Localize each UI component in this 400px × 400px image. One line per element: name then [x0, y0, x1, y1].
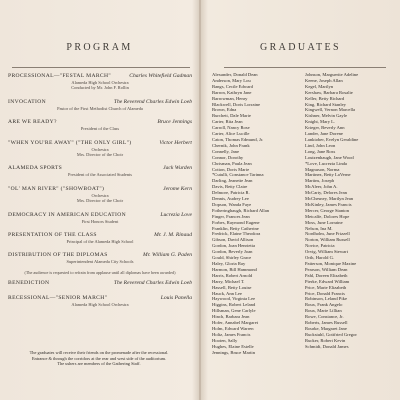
graduate-name: Fotheringhaugh, Richard Allan: [212, 207, 270, 213]
graduate-name: Harris, Robert Arnold: [212, 272, 253, 278]
graduate-name: Patterson, Monique Maxine: [305, 261, 357, 266]
footer-line: The ushers are members of the Gathering Staff.: [57, 361, 141, 367]
graduate-name: Price, Marie Elizabeth: [305, 284, 347, 290]
graduate-name: Ruckstuhl, Gottfried Gregor: [305, 331, 357, 337]
graduates-column-2: [305, 72, 392, 356]
graduates-columns: [212, 72, 392, 356]
program-item-note: Superintendent Alameda City Schools: [66, 259, 134, 265]
graduate-name: Novice, Patricia: [305, 243, 335, 249]
program-footer: [10, 350, 188, 367]
graduate-name: Rucker, Robert Kevin: [305, 337, 346, 343]
program-rule: [12, 67, 190, 68]
graduate-name: Haywood, Virginia Lee: [212, 296, 256, 302]
graduate-name: Fredrick, Elaine Theodora: [212, 231, 261, 237]
program-item-row: [8, 119, 192, 126]
program-item-note: First Honors Student: [81, 218, 119, 224]
graduate-name: Barron, Kathryn Jane: [212, 89, 252, 95]
graduate-name: Pahl, Doreen Elizabeth: [305, 272, 348, 278]
graduate-name: Burchett, Dale Marie: [212, 113, 251, 119]
program-item-title: ALAMEDA SPORTS: [8, 165, 63, 172]
program-page: [0, 0, 199, 400]
graduates-column-1: [212, 72, 299, 356]
graduate-name: Blackwell, Doris Lorraine: [212, 101, 261, 107]
graduates-heading: GRADUATES: [259, 42, 342, 53]
program-item-performer: The Reverend Charles Edwin Loeb: [113, 98, 192, 105]
graduate-name: Loutzenhaugh, Jane Wood: [305, 154, 354, 160]
program-item-performer: Lucrezia Love: [160, 211, 192, 218]
program-item-row: [8, 165, 192, 172]
graduate-name: Roberts, James Russell: [305, 320, 348, 326]
graduate-name: McChesney, Marilyn Jean: [305, 196, 354, 202]
graduate-name: Norton, William Russell: [305, 237, 350, 243]
program-item-row: [8, 186, 192, 193]
graduate-name: Johnson, Marguerite Adeline: [305, 72, 359, 77]
program-item-performer: Victor Herbert: [159, 139, 192, 146]
program-list: [8, 73, 192, 315]
graduate-name: Hillsman, Gene Carlyle: [212, 308, 256, 314]
program-item-note: Principal of the Alameda High School: [66, 239, 134, 245]
graduate-name: Darling, Jeanette Jean: [212, 178, 253, 184]
graduate-name: Nelson, Ina M.: [305, 225, 333, 231]
graduate-name: Lind, John Leon: [305, 142, 336, 148]
graduate-name: Harmon, Bill Hammond: [212, 266, 257, 272]
graduate-name: Rowe, Constance, Jr.: [305, 314, 344, 320]
program-item-note: President of the Associated Students: [68, 172, 132, 178]
program-item-title: DEMOCRACY IN AMERICAN EDUCATION: [8, 211, 127, 218]
graduate-name: Finger, Frances Jean: [212, 213, 250, 219]
graduate-name: Forbes, Raymond Eugene: [212, 219, 260, 225]
graduate-name: Gordon, Beverly Joan: [212, 249, 253, 255]
graduate-name: Holm, Edward Warren: [212, 325, 254, 331]
graduate-name: Robinson, Leland Pike: [305, 296, 347, 302]
graduate-name: Delmore, Patricia R.: [212, 190, 250, 196]
program-item-title: INVOCATION: [8, 98, 46, 105]
graduate-name: Roux, Frank Angelo: [305, 302, 343, 308]
program-item: [8, 165, 192, 177]
program-item: [8, 73, 192, 91]
graduate-name: Kishner, Melvin Gayle: [305, 113, 348, 119]
graduate-name: Cotton, Doris Marie: [212, 166, 250, 172]
graduate-name: Krieger, Beverly Ann: [305, 125, 345, 131]
graduate-name: King, Richard Stanley: [305, 101, 346, 107]
graduate-name: Gordon, Joan Henrietta: [212, 243, 255, 249]
graduate-name: Kingwell, Vernon Marcella: [305, 107, 356, 113]
program-item-performer: Jack Wurden: [163, 165, 192, 172]
program-item-note: President of the Class: [80, 126, 120, 132]
program-item: [8, 280, 192, 287]
program-item-note: Pastor of the First Methodist Church of Alameda: [57, 105, 143, 111]
graduate-name: *Cutulli, Constance Tarinna: [212, 172, 264, 178]
graduate-name: Hooten, Sally: [212, 337, 238, 343]
program-item: [8, 232, 192, 244]
program-item-performer: Bruce Jennings: [157, 119, 192, 126]
program-item-title: "OL' MAN RIVER" ("SHOWBOAT"): [8, 185, 105, 192]
program-item-note: Mrs. Director of the Choir: [76, 198, 124, 204]
graduate-name: Hauck, Ann Lee: [212, 290, 242, 296]
program-item-row: [8, 252, 192, 259]
graduate-name: McCarty, Delores Jean: [305, 190, 347, 196]
graduate-name: Hofer, Annabel Margaret: [212, 320, 259, 326]
graduate-name: Knight, Mary L.: [305, 119, 336, 125]
graduate-name: Long, Jane Ross: [305, 148, 336, 154]
program-item-performer: Jerome Kern: [163, 185, 192, 192]
program-item-title: PROCESSIONAL—"FESTAL MARCH": [8, 73, 112, 79]
program-item-performer: Mr. William G. Paden: [143, 252, 192, 259]
graduate-name: Chrisman, Paula Jean: [212, 160, 252, 166]
graduate-name: Martins, Joseph: [305, 178, 335, 184]
graduate-name: Jennings, Bruce Martin: [212, 349, 255, 355]
program-item-row: [8, 140, 192, 147]
graduate-name: McKinley, James Francis: [305, 201, 352, 207]
program-item-note: Orchestra: [91, 146, 109, 152]
program-item-row: [8, 280, 192, 287]
graduate-name: McAleer, John A.: [305, 184, 338, 190]
graduate-name: Bangs, Cecile Edward: [212, 83, 253, 89]
program-item: [8, 140, 192, 158]
program-item: [8, 212, 192, 224]
graduate-name: Anderson, Mary Lou: [212, 77, 251, 83]
program-item-note: Alameda High School Orchestra: [71, 301, 129, 307]
graduate-name: Schmidt, Donald James: [305, 343, 349, 349]
program-item: [8, 99, 192, 111]
graduate-name: Dennis, Audrey Lee: [212, 196, 249, 202]
graduate-name: *Love, Lucrezia Linda: [305, 160, 347, 166]
graduate-name: Connelly, Jane: [212, 148, 240, 154]
graduate-name: Kershaw, Barbara Rosalie: [305, 89, 353, 95]
audience-note: (The audience is requested to refrain from applause until all diplomas have been awarded): [24, 269, 176, 275]
program-item-title: DISTRIBUTION OF THE DIPLOMAS: [8, 252, 108, 259]
graduate-name: Martinez, Betty LaVerne: [305, 172, 351, 178]
graduate-name: Alexander, Donald Dean: [212, 72, 258, 77]
program-item-note: Mrs. Director of the Choir: [76, 152, 124, 158]
footer-line: The graduates will receive their friends on the promenade after the recessional.: [29, 350, 169, 355]
program-item-row: [8, 73, 192, 80]
graduate-name: Hinch, Barbara Jean: [212, 314, 250, 320]
program-item-note: Orchestra: [91, 192, 109, 198]
graduate-name: Pierke, Edward William: [305, 278, 350, 284]
graduate-name: Lanktober, Evelyn Geraldine: [305, 136, 359, 142]
program-item-row: [8, 295, 192, 302]
program-item: [8, 252, 192, 264]
graduate-name: Gibson, David Allison: [212, 237, 254, 243]
graduate-name: Orth, Harold G.: [305, 255, 335, 261]
graduate-name: Keene, Joseph Allan: [305, 77, 343, 83]
graduate-name: Chernik, John Frank: [212, 142, 250, 148]
graduate-name: Dopson, Wanda Faye: [212, 201, 252, 207]
graduate-name: Gould, Shirley Grace: [212, 255, 252, 261]
graduate-name: Carter, Rita Jean: [212, 119, 243, 125]
program-item-row: [8, 232, 192, 239]
graduate-name: Mercer, George Stanton: [305, 207, 349, 213]
program-item: [8, 186, 192, 204]
graduate-name: Connor, Dorothy: [212, 154, 244, 160]
program-item-title: "WHEN YOU'RE AWAY" ("THE ONLY GIRL"): [8, 139, 132, 146]
program-heading: PROGRAM: [66, 42, 133, 53]
graduate-name: Carroll, Nancy Rose: [212, 125, 250, 131]
graduate-name: Brown, Edna: [212, 107, 237, 113]
graduate-name: Hassell, Betty Louise: [212, 284, 252, 290]
graduate-name: Moss, June Lorraine: [305, 219, 343, 225]
graduate-name: Harry, Michael T.: [212, 278, 245, 284]
graduate-name: Caton, Thomas Edmund, Jr.: [212, 136, 264, 142]
program-item-title: PRESENTATION OF THE CLASS: [8, 232, 97, 239]
program-item-title: ARE WE READY?: [8, 119, 57, 126]
graduate-name: Price, Donald Francis: [305, 290, 345, 296]
graduate-name: Hughes, Elaine Estelle: [212, 343, 254, 349]
graduate-name: Orvig, William Stewart: [305, 249, 348, 255]
graduate-name: Haley, Gloria Ray: [212, 261, 246, 266]
program-item-performer: Charles Whitefield Gadman: [129, 73, 192, 79]
graduate-name: Barrowman, Henry: [212, 95, 248, 101]
program-item-note: Conducted by Mr. John F. Rollin: [71, 85, 129, 91]
graduates-rule: [224, 67, 386, 68]
footer-line: Entrance & through the corridors at the rear and west side of the auditorium.: [31, 355, 167, 361]
program-item-note: Alameda High School Orchestra: [71, 80, 129, 85]
graduate-name: Magnuson, Norma: [305, 166, 340, 172]
graduate-name: Holtz, James Francis: [212, 331, 251, 337]
program-item: [8, 119, 192, 131]
program-item-title: RECESSIONAL—"SENIOR MARCH": [8, 294, 108, 301]
graduate-name: Rourke, Margaret Jane: [305, 325, 347, 331]
graduate-name: Metcalfe, Dolores Hope: [305, 213, 350, 219]
graduate-name: Franklin, Betty Catherine: [212, 225, 259, 231]
graduate-name: Carter, Alice Lucille: [212, 131, 250, 137]
program-item-performer: Mr. J. M. Rinaud: [154, 232, 192, 239]
graduate-name: Keller, Betty Richard: [305, 95, 345, 101]
graduate-name: Higgins, Robert Leland: [212, 302, 256, 308]
program-item-title: BENEDICTION: [8, 279, 50, 286]
program-item-row: [8, 99, 192, 106]
graduate-name: Lander, Jane Dorene: [305, 131, 343, 137]
graduate-name: Roux, Marie Lillian: [305, 308, 342, 314]
program-item-performer: The Reverend Charles Edwin Loeb: [113, 279, 192, 286]
graduate-name: Nordholm, June Frizzell: [305, 231, 350, 237]
program-item-performer: Louis Panella: [160, 294, 192, 301]
graduate-name: Pearson, William Dean: [305, 266, 348, 272]
program-item: [8, 295, 192, 307]
graduate-name: Davis, Betty Claire: [212, 184, 248, 190]
program-item-row: [8, 212, 192, 219]
graduate-name: Kegel, Marilyn: [305, 83, 334, 89]
